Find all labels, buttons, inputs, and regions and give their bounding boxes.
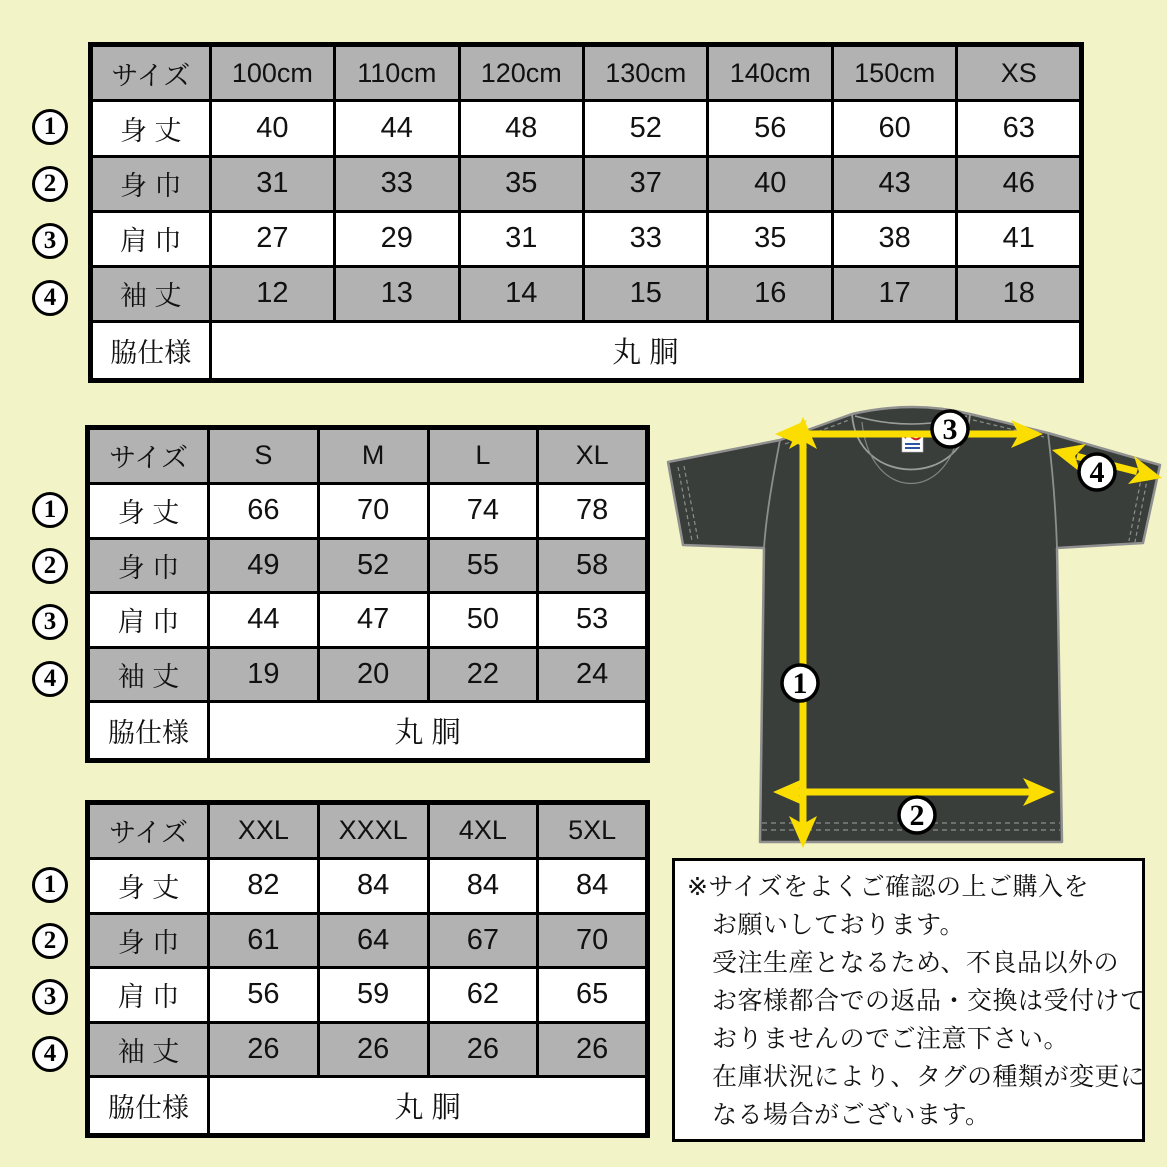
column-header: 110cm [335,45,459,101]
size-value: 13 [335,266,459,321]
notice-line: おりませんのでご注意下さい。 [712,1025,1070,1053]
row-marker-circle [32,109,68,145]
column-header: サイズ [91,45,211,101]
row-marker-circle [32,867,68,903]
size-value: 66 [209,483,319,538]
size-value: 44 [335,101,459,156]
notice-line: お願いしております。 [712,911,966,939]
row-marker-number: 4 [43,1040,57,1067]
size-value: 55 [428,538,538,593]
row-label: 肩 巾 [91,211,211,266]
row-marker-number: 2 [43,927,57,954]
arrow-body-width [795,789,1033,796]
row-marker-circle [32,166,68,202]
row-marker-circle [32,979,68,1015]
size-value: 56 [209,968,319,1023]
size-value: 52 [584,101,708,156]
tshirt-measure-diagram [652,392,1167,862]
column-header: L [428,428,538,484]
column-header: XXL [209,803,319,859]
row-marker-circle [32,1036,68,1072]
marker-1: 1 [792,667,808,700]
size-value: 31 [210,156,334,211]
size-value: 46 [957,156,1082,211]
notice-line: お客様都合での返品・交換は受付けて [712,987,1146,1015]
marker-2: 2 [909,799,925,832]
arrow-body-length [800,436,807,830]
row-label: 身 丈 [91,101,211,156]
marker-4: 4 [1089,456,1105,489]
size-value: 16 [708,266,832,321]
size-value: 14 [459,266,583,321]
size-value: 74 [428,483,538,538]
size-value: 49 [209,538,319,593]
column-header: 140cm [708,45,832,101]
row-marker-number: 1 [43,113,57,140]
size-value: 84 [538,858,648,913]
size-value: 33 [584,211,708,266]
notice-line: ※サイズをよくご確認の上ご購入を [687,873,1089,901]
row-label: 肩 巾 [88,593,209,648]
size-value: 27 [210,211,334,266]
column-header: サイズ [88,803,209,859]
row-marker-number: 3 [43,983,57,1010]
column-header: M [318,428,428,484]
column-header: 130cm [584,45,708,101]
size-table-adult [85,425,650,763]
column-header: サイズ [88,428,209,484]
size-value: 78 [538,483,648,538]
size-value: 84 [428,858,538,913]
notice-line: なる場合がございます。 [712,1101,991,1129]
row-marker-number: 4 [43,665,57,692]
row-marker-number: 1 [43,496,57,523]
footer-label: 脇仕様 [91,321,211,380]
size-value: 63 [957,101,1082,156]
size-table-kids [88,42,1084,383]
row-marker-number: 2 [43,552,57,579]
column-header: S [209,428,319,484]
column-header: 150cm [832,45,956,101]
footer-value: 丸 胴 [209,702,648,761]
size-value: 29 [335,211,459,266]
row-label: 身 巾 [91,156,211,211]
row-label: 身 丈 [88,483,209,538]
footer-value: 丸 胴 [209,1077,648,1136]
size-value: 38 [832,211,956,266]
marker-3: 3 [942,413,958,446]
row-label: 身 丈 [88,858,209,913]
size-value: 61 [209,913,319,968]
size-value: 56 [708,101,832,156]
column-header: 5XL [538,803,648,859]
size-value: 22 [428,647,538,702]
size-value: 12 [210,266,334,321]
footer-label: 脇仕様 [88,1077,209,1136]
row-marker-circle [32,223,68,259]
size-value: 26 [428,1022,538,1077]
size-value: 40 [210,101,334,156]
size-value: 84 [318,858,428,913]
row-label: 袖 丈 [88,1022,209,1077]
row-marker-number: 3 [43,227,57,254]
notice-line: 在庫状況により、タグの種類が変更に [712,1063,1146,1091]
row-marker-number: 3 [43,608,57,635]
column-header: 100cm [210,45,334,101]
size-value: 44 [209,593,319,648]
size-value: 47 [318,593,428,648]
purchase-notice-box [672,858,1145,1142]
size-value: 15 [584,266,708,321]
column-header: XS [957,45,1082,101]
size-value: 26 [538,1022,648,1077]
row-marker-number: 4 [43,284,57,311]
column-header: XL [538,428,648,484]
row-label: 身 巾 [88,913,209,968]
row-marker-circle [32,492,68,528]
size-value: 33 [335,156,459,211]
size-value: 58 [538,538,648,593]
size-value: 24 [538,647,648,702]
row-marker-number: 2 [43,170,57,197]
size-value: 82 [209,858,319,913]
row-marker-circle [32,604,68,640]
column-header: 4XL [428,803,538,859]
size-value: 35 [459,156,583,211]
size-value: 52 [318,538,428,593]
row-marker-circle [32,548,68,584]
row-label: 身 巾 [88,538,209,593]
row-label: 肩 巾 [88,968,209,1023]
size-value: 50 [428,593,538,648]
column-header: 120cm [459,45,583,101]
row-marker-circle [32,661,68,697]
size-value: 48 [459,101,583,156]
footer-value: 丸 胴 [210,321,1081,380]
size-value: 37 [584,156,708,211]
arrow-shoulder-width [797,431,1021,438]
size-value: 64 [318,913,428,968]
size-value: 41 [957,211,1082,266]
footer-label: 脇仕様 [88,702,209,761]
size-value: 20 [318,647,428,702]
size-value: 60 [832,101,956,156]
size-value: 65 [538,968,648,1023]
row-label: 袖 丈 [91,266,211,321]
size-value: 17 [832,266,956,321]
row-marker-circle [32,280,68,316]
size-value: 59 [318,968,428,1023]
size-value: 43 [832,156,956,211]
size-value: 18 [957,266,1082,321]
size-value: 19 [209,647,319,702]
column-header: XXXL [318,803,428,859]
size-value: 26 [209,1022,319,1077]
size-value: 31 [459,211,583,266]
row-label: 袖 丈 [88,647,209,702]
size-value: 70 [318,483,428,538]
size-value: 67 [428,913,538,968]
size-value: 62 [428,968,538,1023]
row-marker-circle [32,923,68,959]
size-value: 53 [538,593,648,648]
notice-line: 受注生産となるため、不良品以外の [712,949,1120,977]
size-value: 35 [708,211,832,266]
size-value: 26 [318,1022,428,1077]
size-table-large [85,800,650,1138]
size-value: 70 [538,913,648,968]
size-value: 40 [708,156,832,211]
row-marker-number: 1 [43,871,57,898]
